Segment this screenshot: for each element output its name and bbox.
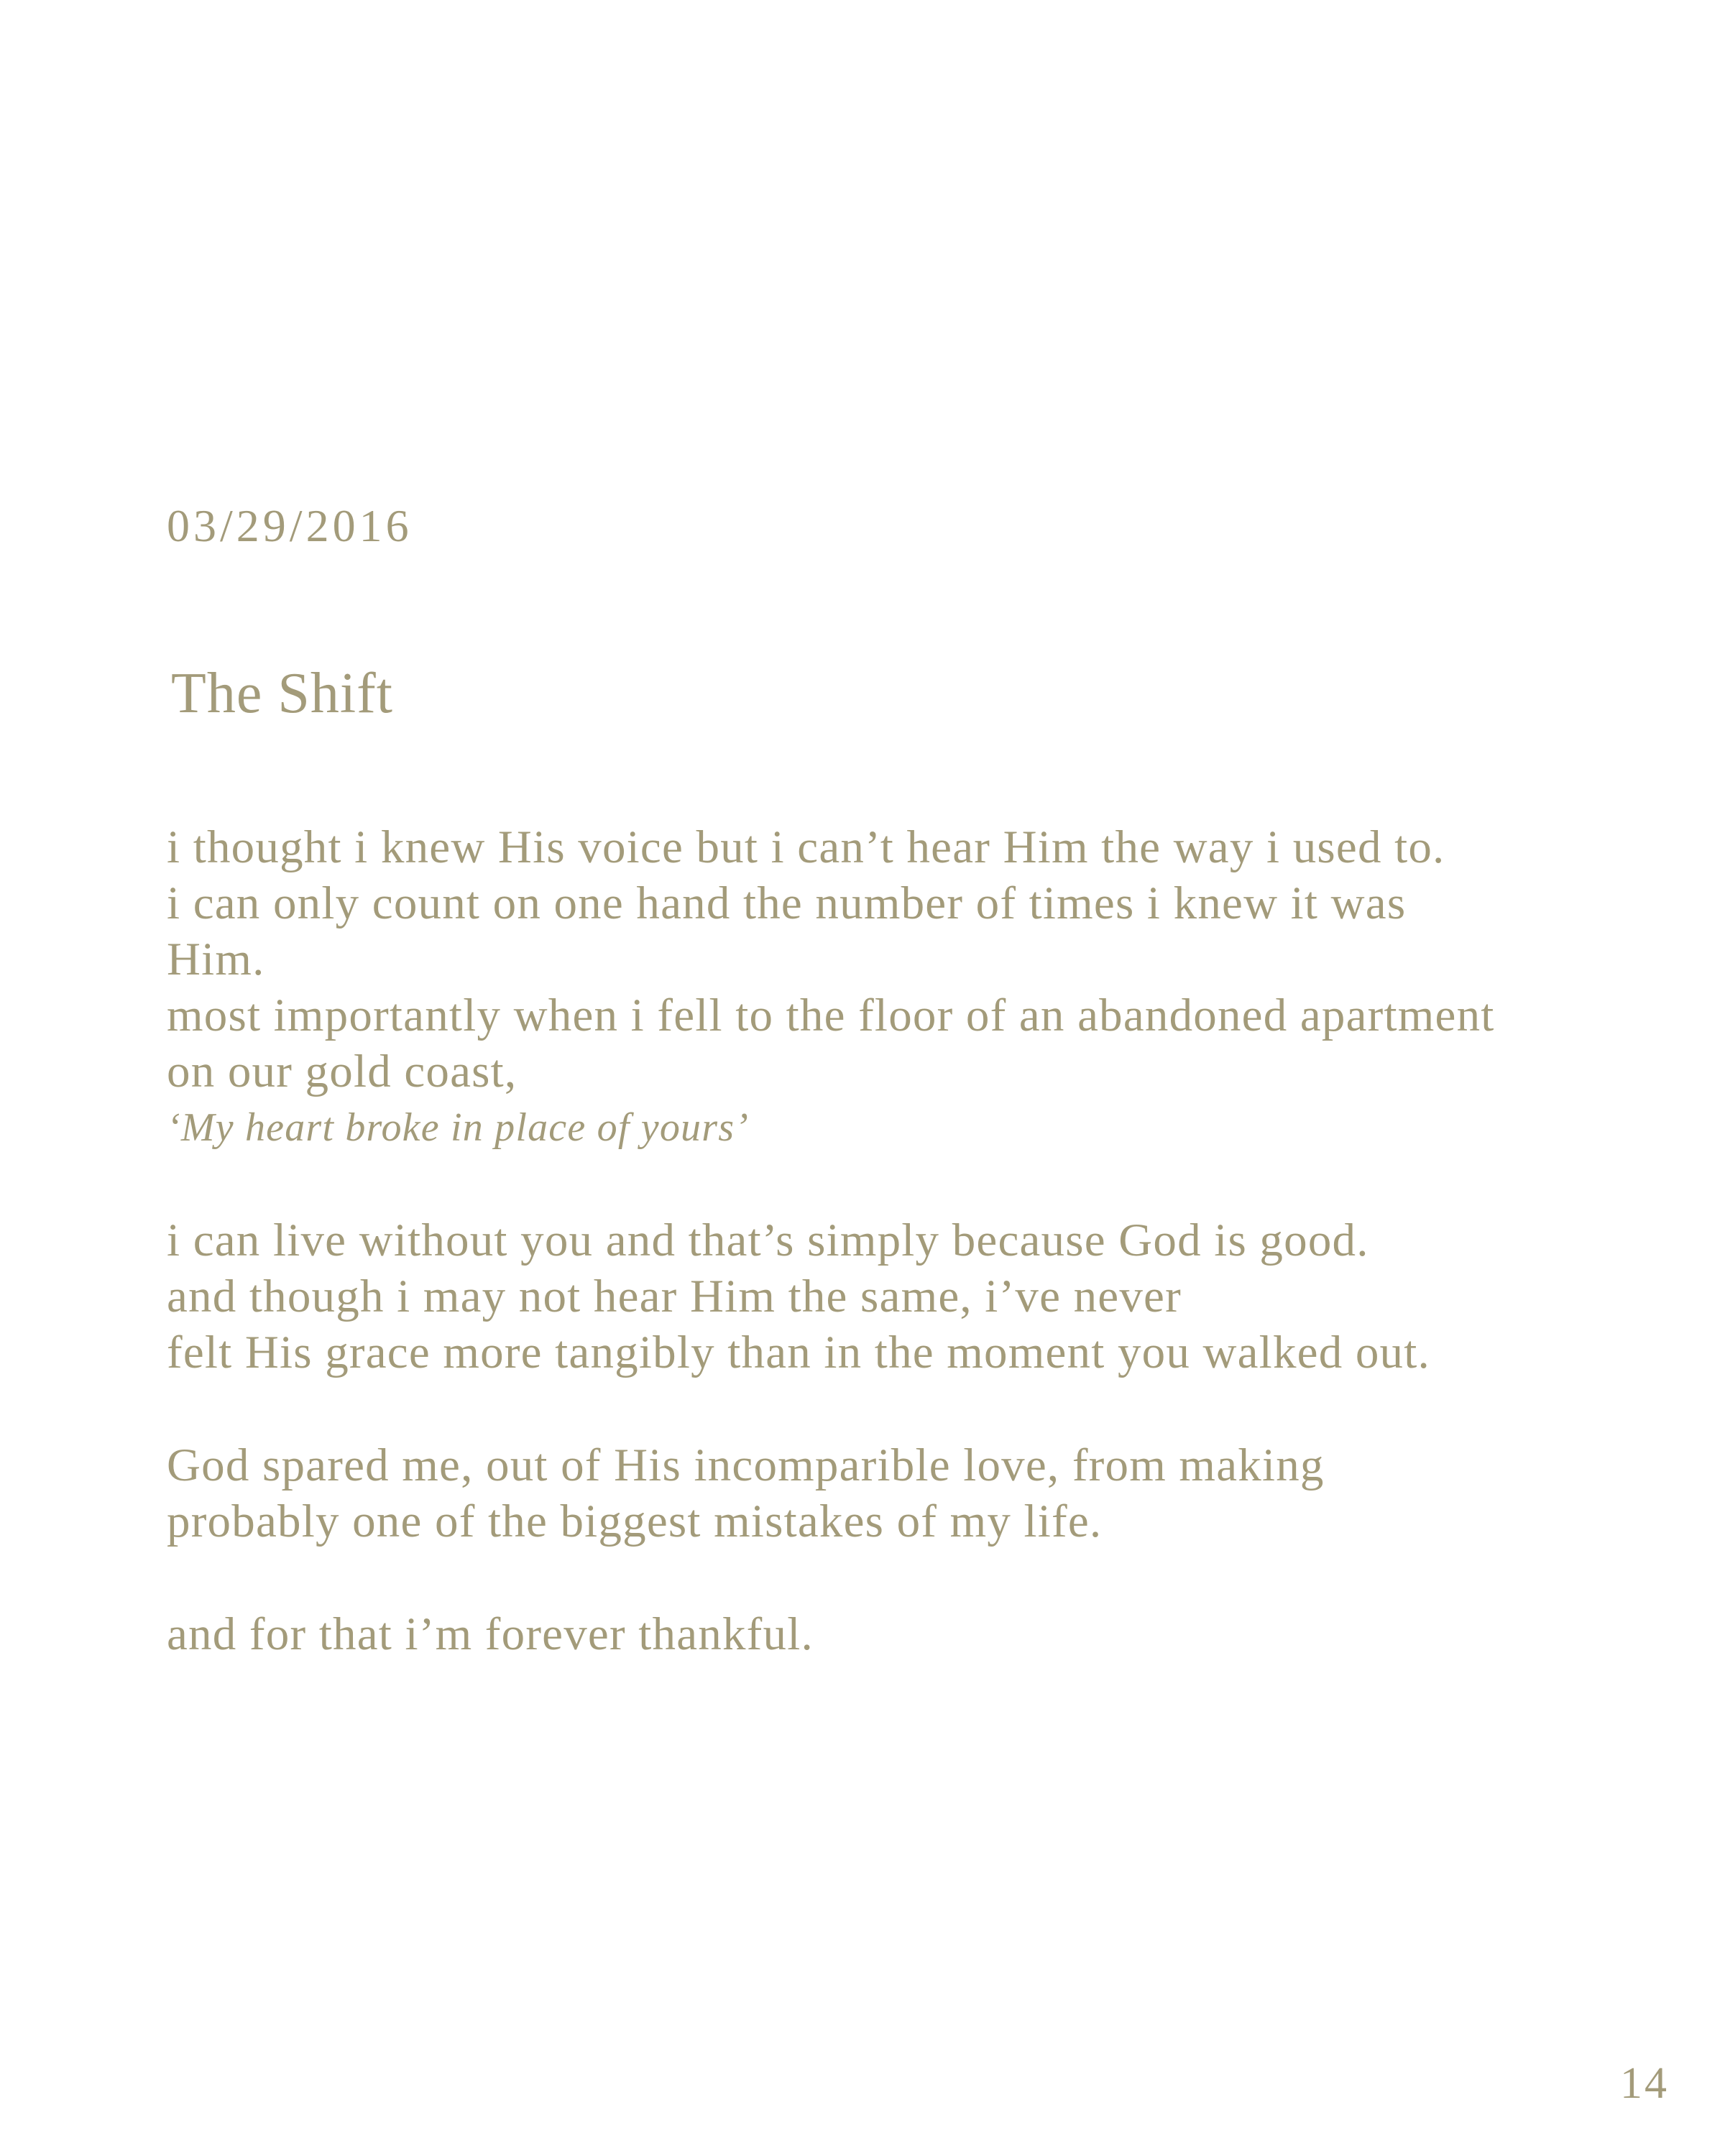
poem-line: Him. [167, 934, 265, 985]
stanza-break [167, 1549, 1698, 1606]
poem-line: i can only count on one hand the number of times i knew it was [167, 877, 1407, 929]
poem-line: probably one of the biggest mistakes of my life. [167, 1496, 1103, 1547]
poem-line: felt His grace more tangibly than in the moment you walked out. [167, 1327, 1430, 1378]
entry-date: 03/29/2016 [167, 500, 413, 551]
poem-line: on our gold coast, [167, 1046, 518, 1097]
poem-line: i can live without you and that’s simply because God is good. [167, 1215, 1369, 1266]
poem-title: The Shift [171, 662, 393, 725]
poem-body [167, 819, 1698, 1662]
poem-line: God spared me, out of His incomparible love, from making [167, 1439, 1325, 1491]
poem-line: and for that i’m forever thankful. [167, 1608, 814, 1660]
stanza-break [167, 1381, 1698, 1437]
page-number: 14 [1620, 2059, 1669, 2108]
poem-line: i thought i knew His voice but i can’t hear Him the way i used to. [167, 821, 1445, 873]
stanza-break [167, 1156, 1698, 1212]
poem-line: most importantly when i fell to the floor of an abandoned apartment [167, 990, 1495, 1041]
poem-line: and though i may not hear Him the same, i’ve never [167, 1271, 1182, 1322]
poem-quote-line: ‘My heart broke in place of yours’ [167, 1105, 750, 1150]
